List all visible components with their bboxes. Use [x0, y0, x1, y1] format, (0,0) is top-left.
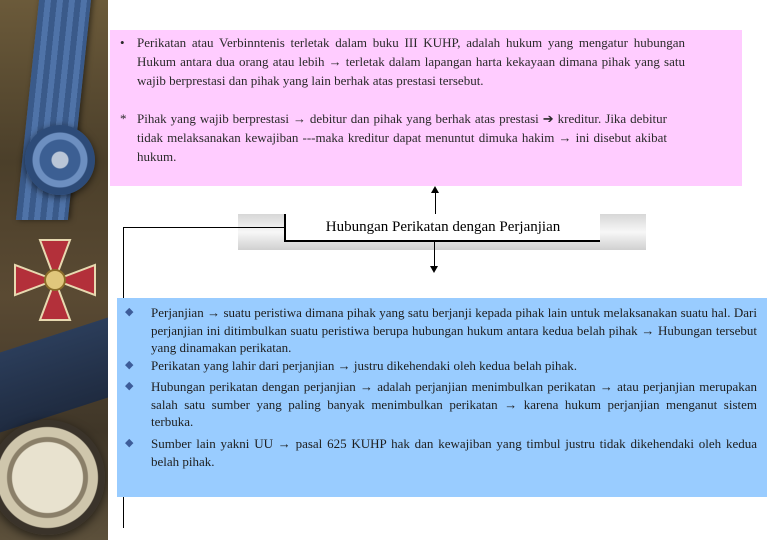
- arrow-down-icon: [430, 266, 438, 273]
- explanation-box: [117, 298, 767, 497]
- diamond-bullet-icon: ◆: [125, 380, 134, 392]
- diamond-bullet-icon: ◆: [125, 359, 134, 371]
- section-title: Hubungan Perikatan dengan Perjanjian: [284, 214, 600, 242]
- list-item-text: Perikatan yang lahir dari perjanjian → justru dikehendaki oleh kedua belah pihak.: [151, 358, 577, 373]
- arrow-up-icon: [431, 186, 439, 193]
- list-item-text: Hubungan perikatan dengan perjanjian → adalah perjanjian menimbulkan perikatan → atau perjanjian merupakan salah satu sumber yang paling banyak menimbulkan perikatan → karena hukum perjanjian menganut sistem terbuka.: [151, 379, 757, 430]
- diamond-bullet-icon: ◆: [125, 437, 134, 449]
- maltese-cross-medal: [10, 235, 100, 325]
- definition-text-1: Perikatan atau Verbinntenis terletak dalam buku III KUHP, adalah hukum yang mengatur hubungan Hukum antara dua orang atau lebih → terletak dalam lapangan harta kekayaan dimana pihak yang satu wajib berprestasi dan pihak yang lain berhak atas prestasi tersebut.: [137, 35, 685, 88]
- decorative-medal-photo: [0, 0, 108, 540]
- compass-image: [0, 420, 105, 535]
- diamond-bullet-icon: ◆: [125, 306, 134, 318]
- list-item: [125, 435, 757, 470]
- list-item: [125, 378, 757, 431]
- list-item-text: Perjanjian → suatu peristiwa dimana pihak yang satu berjanji kepada pihak lain untuk melaksanakan suatu hal. Dari perjanjian ini ditimbulkan suatu peristiwa berupa hubungan hukum antara kedua belah pihak → Hubungan tersebut yang dinamakan perikatan.: [151, 305, 757, 356]
- list-item: [125, 357, 757, 375]
- definition-bullet-2: *: [120, 111, 127, 126]
- list-item-text: Sumber lain yakni UU → pasal 625 KUHP hak dan kewajiban yang timbul justru tidak dikehendaki oleh kedua belah pihak.: [151, 436, 757, 469]
- connector-up-line: [435, 192, 436, 214]
- definition-bullet-1: •: [120, 35, 125, 50]
- medal-rosette: [25, 125, 95, 195]
- list-item: [125, 304, 757, 357]
- bracket-top-line: [123, 227, 285, 228]
- definition-box: [110, 30, 742, 186]
- dark-ribbon-band: [0, 317, 108, 432]
- connector-down-line: [434, 242, 435, 266]
- definition-text-2: Pihak yang wajib berprestasi → debitur dan pihak yang berhak atas prestasi ➔ kreditur. Jika debitur tidak melaksanakan kewajiban ---maka kreditur dapat menuntut dimuka hakim → ini disebut akibat hukum.: [137, 111, 667, 164]
